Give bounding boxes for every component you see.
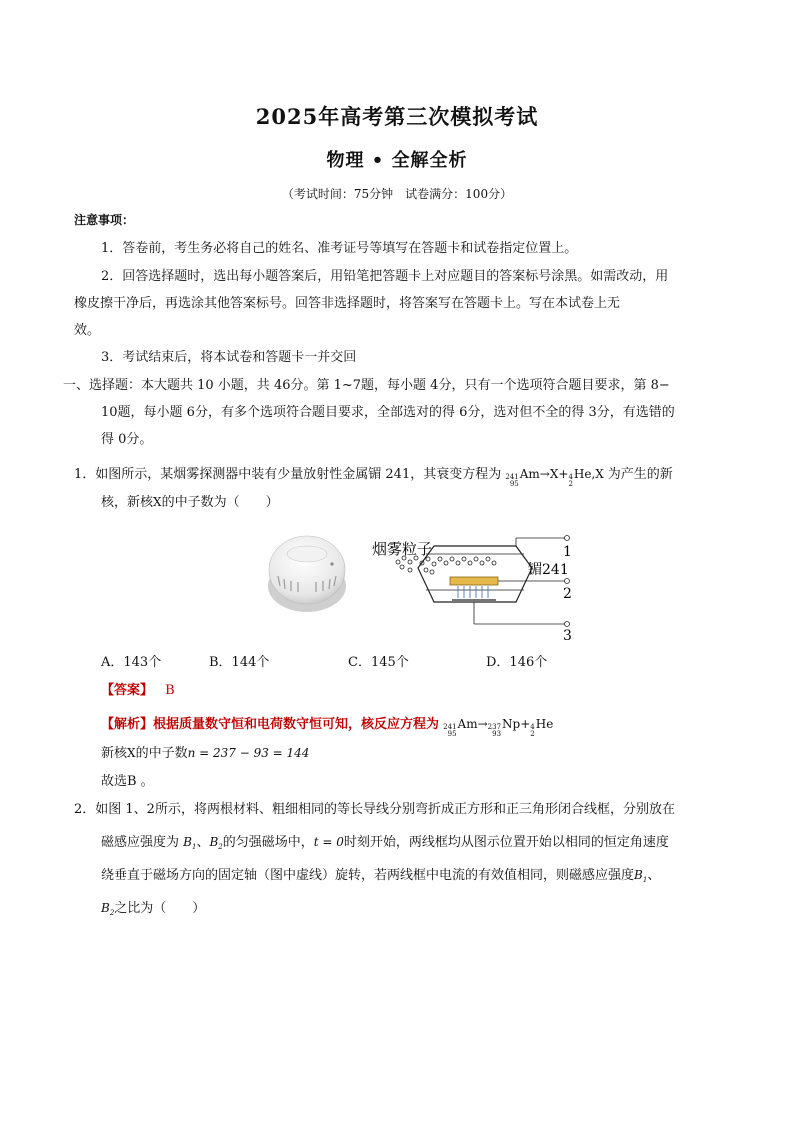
terminal-3: [565, 622, 570, 627]
neutron-text-a: 新核: [101, 746, 128, 761]
smoke-label: 烟雾粒子: [372, 540, 433, 558]
an-np-numbers: [488, 724, 501, 738]
option-c: C．145个: [348, 655, 409, 670]
b2-letter: B: [209, 835, 219, 849]
b2-symbol-2: [101, 901, 114, 915]
an-am-z: 95: [447, 730, 457, 738]
q2-sep-2: 、: [647, 868, 661, 883]
exam-info: （考试时间：75分钟 试卷满分：100分）: [281, 187, 513, 201]
b1-subscript-2: 1: [642, 876, 648, 884]
t0-symbol: t = 0: [313, 835, 344, 849]
q1-stem-line2: [101, 491, 279, 510]
b1-symbol-2: [634, 868, 647, 882]
q1-stem-text: 1．如图所示，某烟雾探测器中装有少量放射性金属镅 241，其衰变方程为: [74, 467, 502, 482]
option-b: B．144个: [209, 655, 270, 670]
q2-text-4b: 之比为（ ）: [114, 901, 206, 916]
an-np-mass: 237: [487, 723, 502, 731]
terminal-1: [565, 536, 570, 541]
americium-label: 镅241: [528, 562, 569, 578]
am-numbers: [505, 474, 518, 488]
arrow: →: [539, 467, 550, 481]
an-he-z: 2: [530, 730, 535, 738]
neutron-x: X: [127, 746, 136, 760]
answer-value: B: [165, 683, 175, 698]
page-subtitle: 物理 • 全解全析: [326, 150, 468, 171]
section-heading-cont: 10题，每小题 6分，有多个选项符合题目要求，全部选对的得 6分，选对但不全的得 3分，有选错的: [101, 405, 675, 420]
reaction-equation: [443, 717, 554, 738]
x-symbol: X: [549, 467, 559, 481]
notice-item-2-end: 效。: [74, 323, 101, 338]
b1-letter: B: [183, 835, 192, 849]
conclusion: 故选B 。: [101, 774, 154, 789]
b1-letter-2: B: [634, 868, 643, 882]
am-z: 95: [509, 480, 519, 488]
notice-item-2-cont: 橡皮擦干净后，再选涂其他答案标号。回答非选择题时，将答案写在答题卡上。写在本试卷上无: [74, 296, 621, 311]
option-d: D．146个: [486, 655, 548, 670]
terminal-3-label: 3: [563, 628, 572, 644]
an-np-z: 93: [492, 730, 502, 738]
b1-symbol: [183, 835, 196, 849]
smoke-particles: [396, 556, 496, 574]
notice-item-3: 3．考试结束后，将本试卷和答题卡一并交回: [101, 350, 357, 365]
an-plus: +: [520, 717, 531, 731]
an-he-mass: 4: [530, 723, 535, 731]
q2-text-c: 的匀强磁场中，: [222, 835, 314, 850]
terminal-2: [565, 579, 570, 584]
neutron-text-b: 的中子数: [135, 746, 188, 761]
he-z: 2: [568, 480, 573, 488]
an-am-symbol: Am: [457, 717, 478, 731]
q1-stem-d: 的中子数为（ ）: [161, 495, 279, 510]
am-mass: 241: [505, 473, 519, 481]
b1-subscript: 1: [191, 843, 197, 851]
section-heading-end: 得 0分。: [101, 432, 153, 447]
answer-line: [101, 679, 175, 698]
chamber-outline: [418, 546, 532, 602]
an-am-numbers: [443, 724, 456, 738]
radiation-rays: [458, 586, 488, 598]
terminal-1-label: 1: [563, 544, 572, 560]
q2-text-d: 时刻开始，两线框均从图示位置开始以相同的恒定角速度: [343, 835, 669, 850]
an-am-mass: 241: [443, 723, 457, 731]
q2-sep: 、: [196, 835, 210, 850]
terminal-2-label: 2: [563, 586, 572, 602]
b2-letter-2: B: [101, 901, 110, 915]
section-heading: 一、选择题：本大题共 10 小题，共 46分。第 1~7题，每小题 4分，只有一个选项符合题目要求，第 8−: [63, 378, 670, 393]
q2-stem-line2: [101, 831, 669, 850]
he-mass: 4: [568, 473, 573, 481]
b2-symbol: [209, 835, 222, 849]
q2-text-3a: 绕垂直于磁场方向的固定轴（图中虚线）旋转，若两线框中电流的有效值相同，则磁感应强度: [101, 868, 635, 883]
notice-item-1: 1．答卷前，考生务必将自己的姓名、准考证号等填写在答题卡和试卷指定位置上。: [101, 241, 578, 256]
page-title: 2025年高考第三次模拟考试: [255, 104, 539, 129]
q2-stem-line3: [101, 864, 660, 883]
ionization-chamber-diagram: [366, 528, 586, 644]
an-arrow: →: [477, 717, 488, 731]
he-symbol: He,X: [573, 467, 604, 481]
americium-source: [450, 577, 498, 585]
b2-subscript-2: 2: [109, 909, 115, 917]
q2-stem: 2．如图 1、2所示，将两根材料、粗细相同的等长导线分别弯折成正方形和正三角形闭合线框，分别放在: [74, 802, 675, 817]
detector-top: [287, 546, 327, 562]
an-he-symbol: He: [535, 717, 554, 731]
analysis-line: [101, 713, 553, 738]
an-np-symbol: Np: [502, 717, 521, 731]
analysis-text: 根据质量数守恒和电荷数守恒可知，核反应方程为: [153, 717, 440, 732]
am-symbol: Am: [519, 467, 540, 481]
neutron-equation: n = 237 − 93 = 144: [187, 746, 310, 760]
an-he-numbers: [530, 724, 534, 738]
q1-stem: [74, 463, 673, 488]
q2-stem-line4: [101, 897, 205, 916]
option-a: A．143个: [101, 655, 162, 670]
answer-label: 【答案】: [101, 683, 154, 698]
detector-led: [330, 562, 333, 565]
notice-item-2: 2．回答选择题时，选出每小题答案后，用铅笔把答题卡上对应题目的答案标号涂黑。如需改动，用: [101, 269, 669, 284]
decay-equation: [505, 467, 607, 488]
b2-subscript: 2: [218, 843, 223, 851]
q1-stem-end: 为产生的新: [607, 467, 673, 482]
analysis-label: 【解析】: [101, 717, 154, 732]
notice-heading: 注意事项：: [74, 213, 135, 227]
q2-text-a: 磁感应强度为: [101, 835, 180, 850]
smoke-detector-photo: [266, 528, 348, 616]
neutron-line: [101, 742, 309, 761]
he-numbers: [568, 474, 572, 488]
plus: +: [558, 467, 569, 481]
q1-x: X: [153, 495, 162, 509]
q1-stem-c: 核，新核: [101, 495, 154, 510]
